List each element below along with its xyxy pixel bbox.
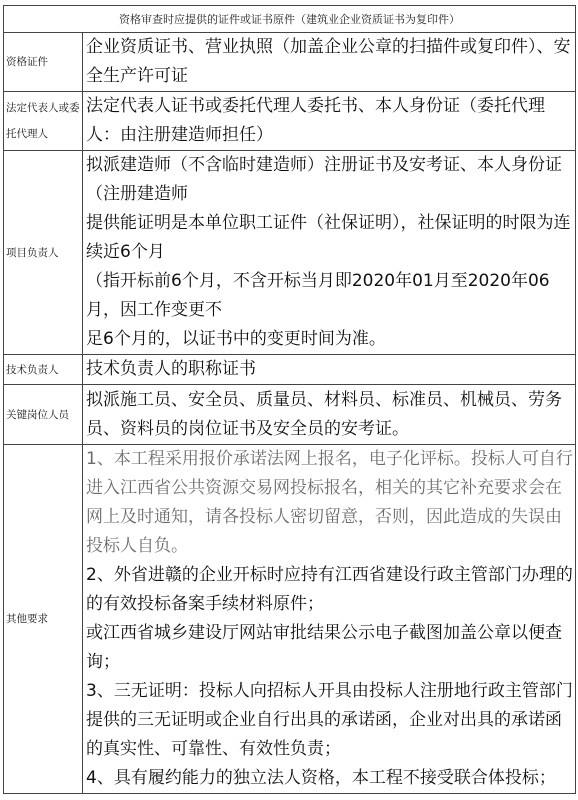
table-row xyxy=(4,92,576,151)
row-label: 技术负责人 xyxy=(4,355,83,385)
row-content xyxy=(83,151,576,355)
content-line: 3、三无证明：投标人向招标人开具由投标人注册地行政主管部门提供的三无证明或企业自行出具的承诺函，企业对出具的承诺函的真实性、可靠性、有效性负责； xyxy=(86,681,573,759)
row-content xyxy=(83,92,576,151)
table-header: 资格审查时应提供的证件或证书原件（建筑业企业资质证书为复印件） xyxy=(4,6,576,33)
table-header-row xyxy=(4,6,576,33)
row-content xyxy=(83,445,576,794)
content-line: 拟派建造师（不含临时建造师）注册证书及安考证、本人身份证（注册建造师 xyxy=(86,155,562,204)
row-content xyxy=(83,385,576,445)
row-label: 其他要求 xyxy=(4,445,83,794)
row-label: 资格证件 xyxy=(4,33,83,92)
content-line: 技术负责人的职称证书 xyxy=(86,359,256,379)
row-content xyxy=(83,33,576,92)
content-line: 或江西省城乡建设厅网站审批结果公示电子截图加盖公章以便查询； xyxy=(86,623,562,672)
content-line: 企业资质证书、营业执照（加盖企业公章的扫描件或复印件）、安全生产许可证 xyxy=(86,37,571,86)
table-row xyxy=(4,151,576,355)
row-label: 法定代表人或委托代理人 xyxy=(4,92,83,151)
row-label: 项目负责人 xyxy=(4,151,83,355)
content-line: 足6个月的，以证书中的变更时间为准。 xyxy=(86,329,386,349)
content-line: 4、具有履约能力的独立法人资格，本工程不接受联合体投标； xyxy=(86,768,556,788)
table-row xyxy=(4,355,576,385)
content-line: 法定代表人证书或委托代理人委托书、本人身份证（委托代理人：由注册建造师担任） xyxy=(86,96,545,145)
row-content xyxy=(83,355,576,385)
content-line: （指开标前6个月，不含开标当月即2020年01月至2020年06月，因工作变更不 xyxy=(86,271,550,320)
table-row xyxy=(4,445,576,794)
content-line: 1、本工程采用报价承诺法网上报名，电子化评标。投标人可自行进入江西省公共资源交易网投标报名，相关的其它补充要求会在网上及时通知，请各投标人密切留意，否则，因此造成的失误由投标人自负。 xyxy=(86,449,573,556)
table-row xyxy=(4,385,576,445)
content-line: 2、外省进赣的企业开标时应持有江西省建设行政主管部门办理的的有效投标备案手续材料原件； xyxy=(86,565,573,614)
qualification-table xyxy=(3,5,576,794)
table-row xyxy=(4,33,576,92)
content-line: 拟派施工员、安全员、质量员、材料员、标准员、机械员、劳务员、资料员的岗位证书及安全员的安考证。 xyxy=(86,389,562,439)
row-label: 关键岗位人员 xyxy=(4,385,83,445)
content-line: 提供能证明是本单位职工证件（社保证明），社保证明的时限为连续近6个月 xyxy=(86,213,571,262)
